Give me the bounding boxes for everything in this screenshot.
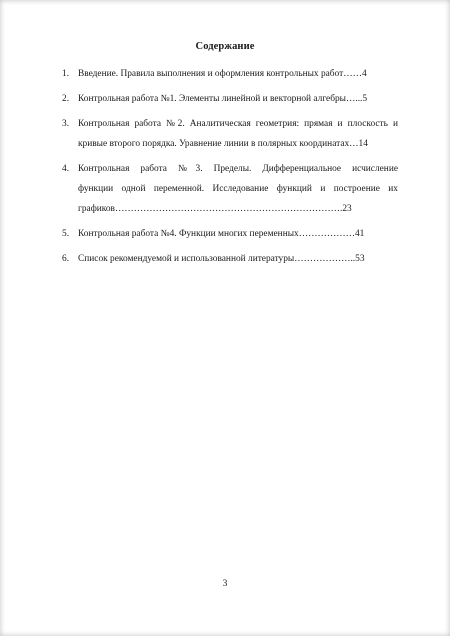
toc-line: Введение. Правила выполнения и оформления контрольных работ……4 bbox=[78, 69, 367, 79]
toc-item-number: 5. bbox=[62, 229, 70, 239]
toc-item-3 bbox=[62, 114, 398, 154]
toc-item-text bbox=[78, 64, 398, 84]
toc-item-2 bbox=[62, 89, 398, 109]
toc-line: кривые второго порядка. Уравнение линии в полярных координатах…14 bbox=[78, 139, 368, 149]
toc-line: Список рекомендуемой и использованной литературы………………..53 bbox=[78, 254, 365, 264]
toc-item-text bbox=[78, 89, 398, 109]
toc-item-number: 4. bbox=[62, 164, 70, 174]
toc-item-number: 6. bbox=[62, 254, 70, 264]
toc-line: графиков……………………………………………………………….23 bbox=[78, 204, 352, 214]
toc-line: Контрольная работа №4. Функции многих переменных………………41 bbox=[78, 229, 365, 239]
toc-item-6 bbox=[62, 249, 398, 269]
toc-line: Контрольная работа №2. Аналитическая геометрия: прямая и плоскость и bbox=[78, 119, 398, 129]
toc-item-4 bbox=[62, 159, 398, 219]
toc-item-number: 2. bbox=[62, 94, 70, 104]
toc-item-text bbox=[78, 224, 398, 244]
toc-line: функции одной переменной. Исследование функций и построение их bbox=[78, 184, 398, 194]
toc-item-5 bbox=[62, 224, 398, 244]
page-title: Содержание bbox=[195, 41, 255, 52]
toc-item-number: 3. bbox=[62, 119, 70, 129]
toc-item-1 bbox=[62, 64, 398, 84]
toc-item-text bbox=[78, 159, 398, 219]
toc-item-text bbox=[78, 114, 398, 154]
toc-line: Контрольная работа №1. Элементы линейной и векторной алгебры…...5 bbox=[78, 94, 368, 104]
toc-item-number: 1. bbox=[62, 69, 70, 79]
toc-item-text bbox=[78, 249, 398, 269]
page-number: 3 bbox=[222, 579, 228, 589]
toc-line: Контрольная работа №3. Пределы. Дифференциальное исчисление bbox=[78, 164, 398, 174]
table-of-contents bbox=[62, 64, 398, 274]
